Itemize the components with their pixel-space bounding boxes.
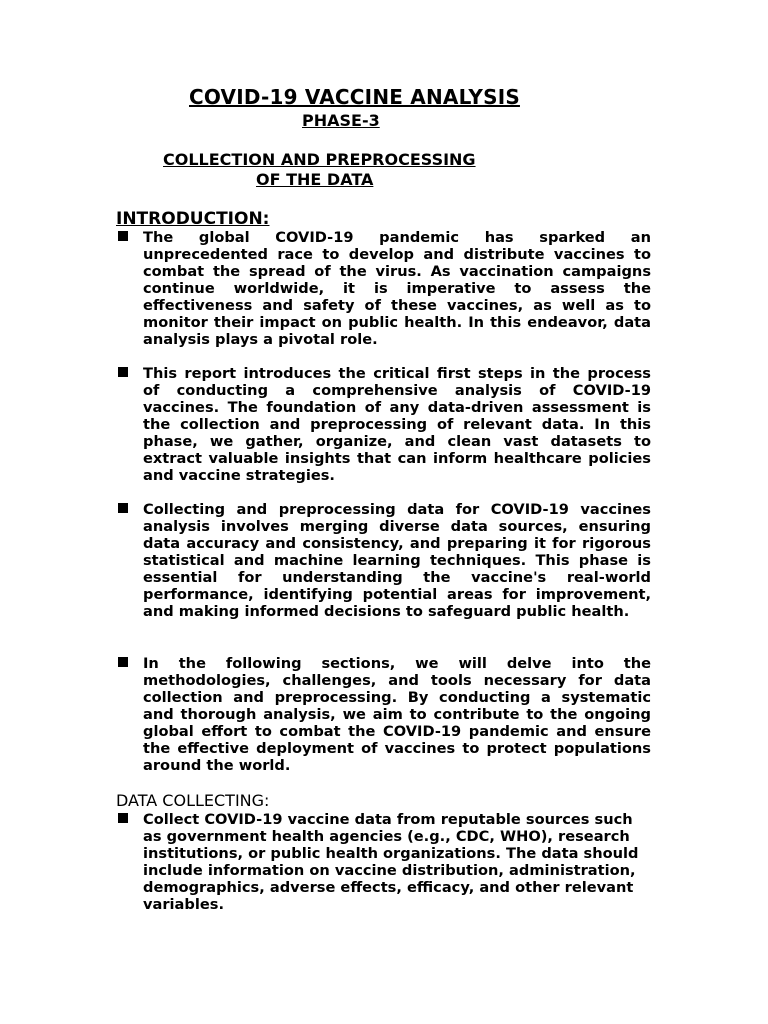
bullet-text: The global COVID-19 pandemic has sparked an unprecedented race to develop and distribute vaccines to combat the spread of the virus. As vaccination campaigns continue worldwide, it is imperative to assess the effectiveness and safety of these vaccines, as well as to monitor their impact on public health. In this endeavor, data analysis plays a pivotal role. [143,229,651,348]
square-bullet-icon [118,813,128,823]
data-collecting-list [116,811,651,913]
square-bullet-icon [118,657,128,667]
introduction-list [116,501,651,620]
list-item [116,365,651,484]
data-collecting-heading: DATA COLLECTING: [116,791,270,810]
introduction-list [116,655,651,774]
square-bullet-icon [118,367,128,377]
section-heading-line2: OF THE DATA [256,170,374,189]
introduction-list [116,365,651,484]
document-title: COVID-19 VACCINE ANALYSIS [189,85,520,109]
bullet-text: Collecting and preprocessing data for COVID-19 vaccines analysis involves merging diverse data sources, ensuring data accuracy and consistency, and preparing it for rigorous statistical and machine learning techniques. This phase is essential for understanding the vaccine's real-world performance, identifying potential areas for improvement, and making informed decisions to safeguard public health. [143,501,651,620]
introduction-list [116,229,651,348]
document-subtitle: PHASE-3 [302,111,380,130]
list-item [116,811,651,913]
introduction-heading: INTRODUCTION: [116,209,270,229]
section-heading-line1: COLLECTION AND PREPROCESSING [163,150,476,169]
square-bullet-icon [118,231,128,241]
bullet-text: In the following sections, we will delve into the methodologies, challenges, and tools necessary for data collection and preprocessing. By conducting a systematic and thorough analysis, we aim to contribute to the ongoing global effort to combat the COVID-19 pandemic and ensure the effective deployment of vaccines to protect populations around the world. [143,655,651,774]
list-item [116,229,651,348]
bullet-text: This report introduces the critical first steps in the process of conducting a comprehensive analysis of COVID-19 vaccines. The foundation of any data-driven assessment is the collection and preprocessing of relevant data. In this phase, we gather, organize, and clean vast datasets to extract valuable insights that can inform healthcare policies and vaccine strategies. [143,365,651,484]
square-bullet-icon [118,503,128,513]
list-item [116,655,651,774]
bullet-text: Collect COVID-19 vaccine data from reputable sources such as government health agencies (e.g., CDC, WHO), research institutions, or public health organizations. The data should include information on vaccine distribution, administration, demographics, adverse effects, efficacy, and other relevant variables. [143,811,639,913]
list-item [116,501,651,620]
